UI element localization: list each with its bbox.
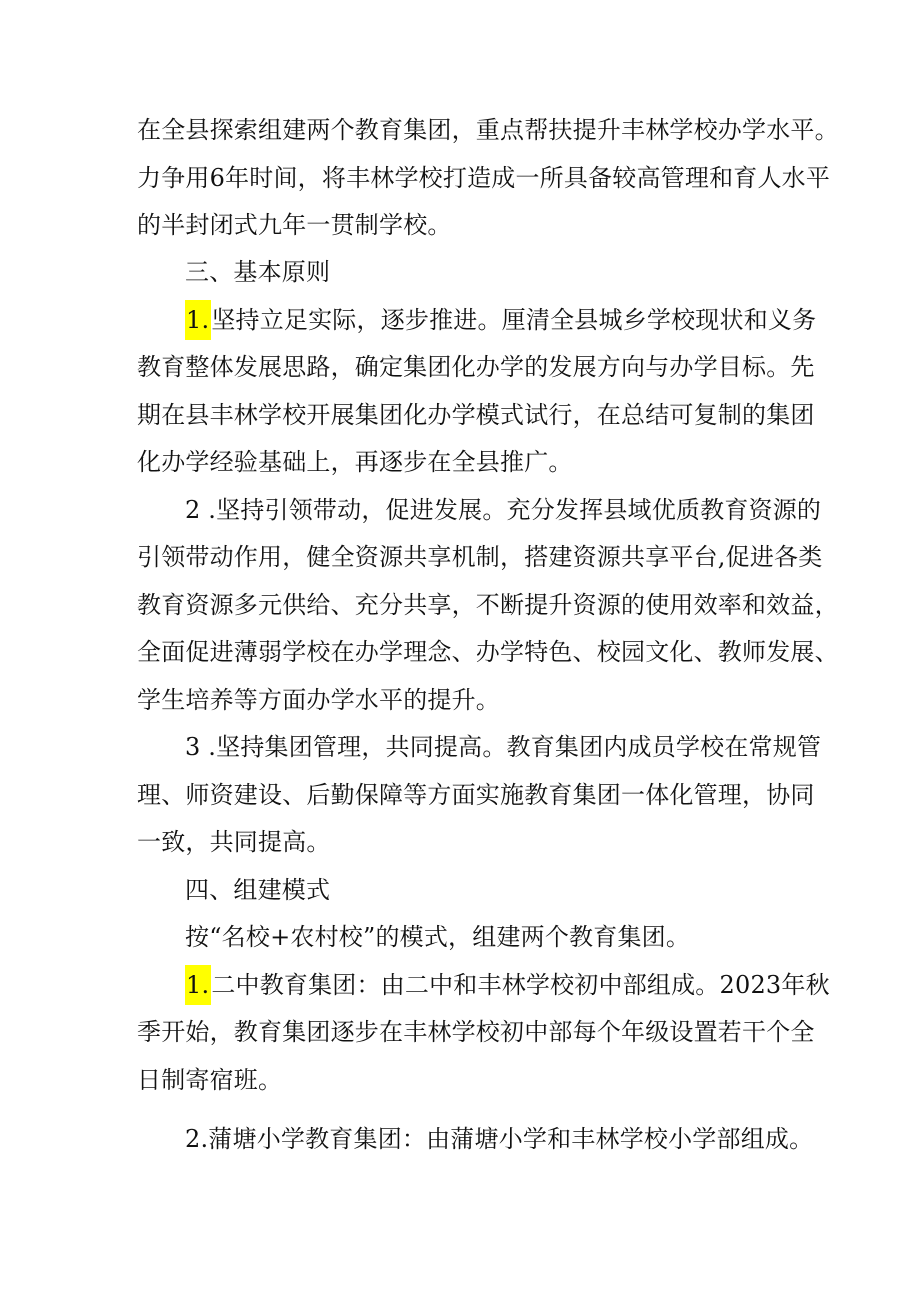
- paragraph-line: 全面促进薄弱学校在办学理念、办学特色、校园文化、教师发展、: [137, 638, 839, 666]
- paragraph-line: [185, 302, 816, 338]
- section-heading: 四、组建模式: [185, 876, 331, 904]
- paragraph-line: 学生培养等方面办学水平的提升。: [137, 686, 500, 714]
- paragraph-line: 日制寄宿班。: [137, 1066, 283, 1094]
- paragraph-line: 在全县探索组建两个教育集团，重点帮扶提升丰林学校办学水平。: [137, 116, 839, 144]
- paragraph-line: 2.蒲塘小学教育集团：由蒲塘小学和丰林学校小学部组成。: [185, 1125, 814, 1153]
- paragraph-line: 2 .坚持引领带动，促进发展。充分发挥县域优质教育资源的: [185, 496, 822, 524]
- paragraph-line: 理、师资建设、后勤保障等方面实施教育集团一体化管理，协同: [137, 781, 815, 809]
- paragraph-text: 坚持立足实际，逐步推进。厘清全县城乡学校现状和义务: [211, 306, 817, 334]
- paragraph-text: 二中教育集团：由二中和丰林学校初中部组成。2023年秋: [211, 971, 830, 999]
- paragraph-line: 教育资源多元供给、充分共享，不断提升资源的使用效率和效益，: [137, 591, 839, 619]
- paragraph-line: 3 .坚持集团管理，共同提高。教育集团内成员学校在常规管: [185, 733, 822, 761]
- highlighted-number: 1.: [185, 965, 211, 1005]
- paragraph-line: [185, 967, 830, 1003]
- paragraph-line: 期在县丰林学校开展集团化办学模式试行，在总结可复制的集团: [137, 401, 815, 429]
- paragraph-line: 教育整体发展思路，确定集团化办学的发展方向与办学目标。先: [137, 353, 815, 381]
- paragraph-line: 力争用6年时间，将丰林学校打造成一所具备较高管理和育人水平: [137, 164, 831, 192]
- paragraph-line: 一致，共同提高。: [137, 828, 331, 856]
- paragraph-line: 的半封闭式九年一贯制学校。: [137, 211, 452, 239]
- section-heading: 三、基本原则: [185, 258, 331, 286]
- highlighted-number: 1.: [185, 300, 211, 340]
- paragraph-line: 引领带动作用，健全资源共享机制，搭建资源共享平台,促进各类: [137, 543, 823, 571]
- paragraph-line: 季开始，教育集团逐步在丰林学校初中部每个年级设置若干个全: [137, 1018, 815, 1046]
- paragraph-line: 化办学经验基础上，再逐步在全县推广。: [137, 448, 573, 476]
- paragraph-line: 按“名校+农村校”的模式，组建两个教育集团。: [185, 923, 691, 951]
